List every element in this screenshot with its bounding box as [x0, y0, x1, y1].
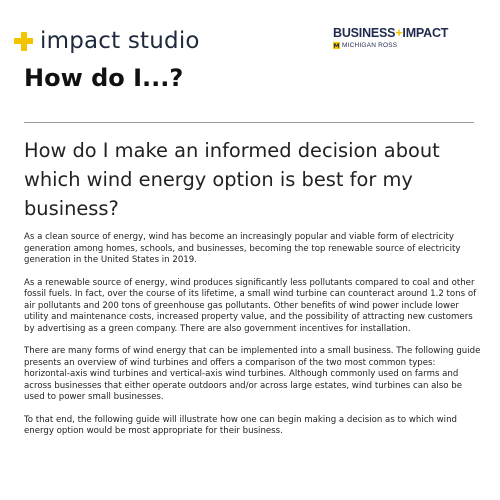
partner-name [333, 26, 453, 40]
plus-icon [14, 32, 33, 51]
partner-subtitle-row [333, 42, 453, 49]
brand-name: impact studio [40, 28, 200, 54]
business-impact-logo [333, 26, 453, 49]
paragraph-intro: As a clean source of energy, wind has become an increasingly popular and viable form of electricity generation among homes, schools, and businesses, becoming the top renewable source of electricity generation in the United States in 2019. [24, 232, 461, 265]
partner-name-right: IMPACT [402, 26, 449, 40]
partner-plus-icon: + [395, 26, 403, 40]
impact-studio-logo [14, 26, 200, 56]
partner-name-left: BUSINESS [333, 26, 396, 40]
paragraph-guide-purpose: To that end, the following guide will illustrate how one can begin making a decision as to which wind energy option would be most appropriate for their business. [24, 414, 457, 436]
question-heading: How do I make an informed decision about which wind energy option is best for my business? [24, 139, 440, 220]
body-text [24, 232, 482, 449]
header-divider [24, 122, 474, 123]
partner-subtitle: MICHIGAN ROSS [342, 42, 398, 49]
block-m-icon [333, 42, 340, 49]
page-title: How do I...? [24, 64, 184, 92]
paragraph-turbine-types: There are many forms of wind energy that can be implemented into a small business. The following guide presents an overview of wind turbines and offers a comparison of the two most common types: horizontal-axis wind turbines and vertical-axis wind turbines. Although commonly used on farms and across businesses that either operate outdoors and/or across large estates, wind turbines can also be used to power small businesses. [24, 346, 481, 402]
paragraph-benefits: As a renewable source of energy, wind produces significantly less pollutants compared to coal and other fossil fuels. In fact, over the course of its lifetime, a small wind turbine can counteract around 1.2 tons of air pollutants and 200 tons of greenhouse gas pollutants. Other benefits of wind power include lower utility and maintenance costs, increased property value, and the possibility of attracting new customers by advertising as a green company. There are also government incentives for installation. [24, 277, 477, 334]
